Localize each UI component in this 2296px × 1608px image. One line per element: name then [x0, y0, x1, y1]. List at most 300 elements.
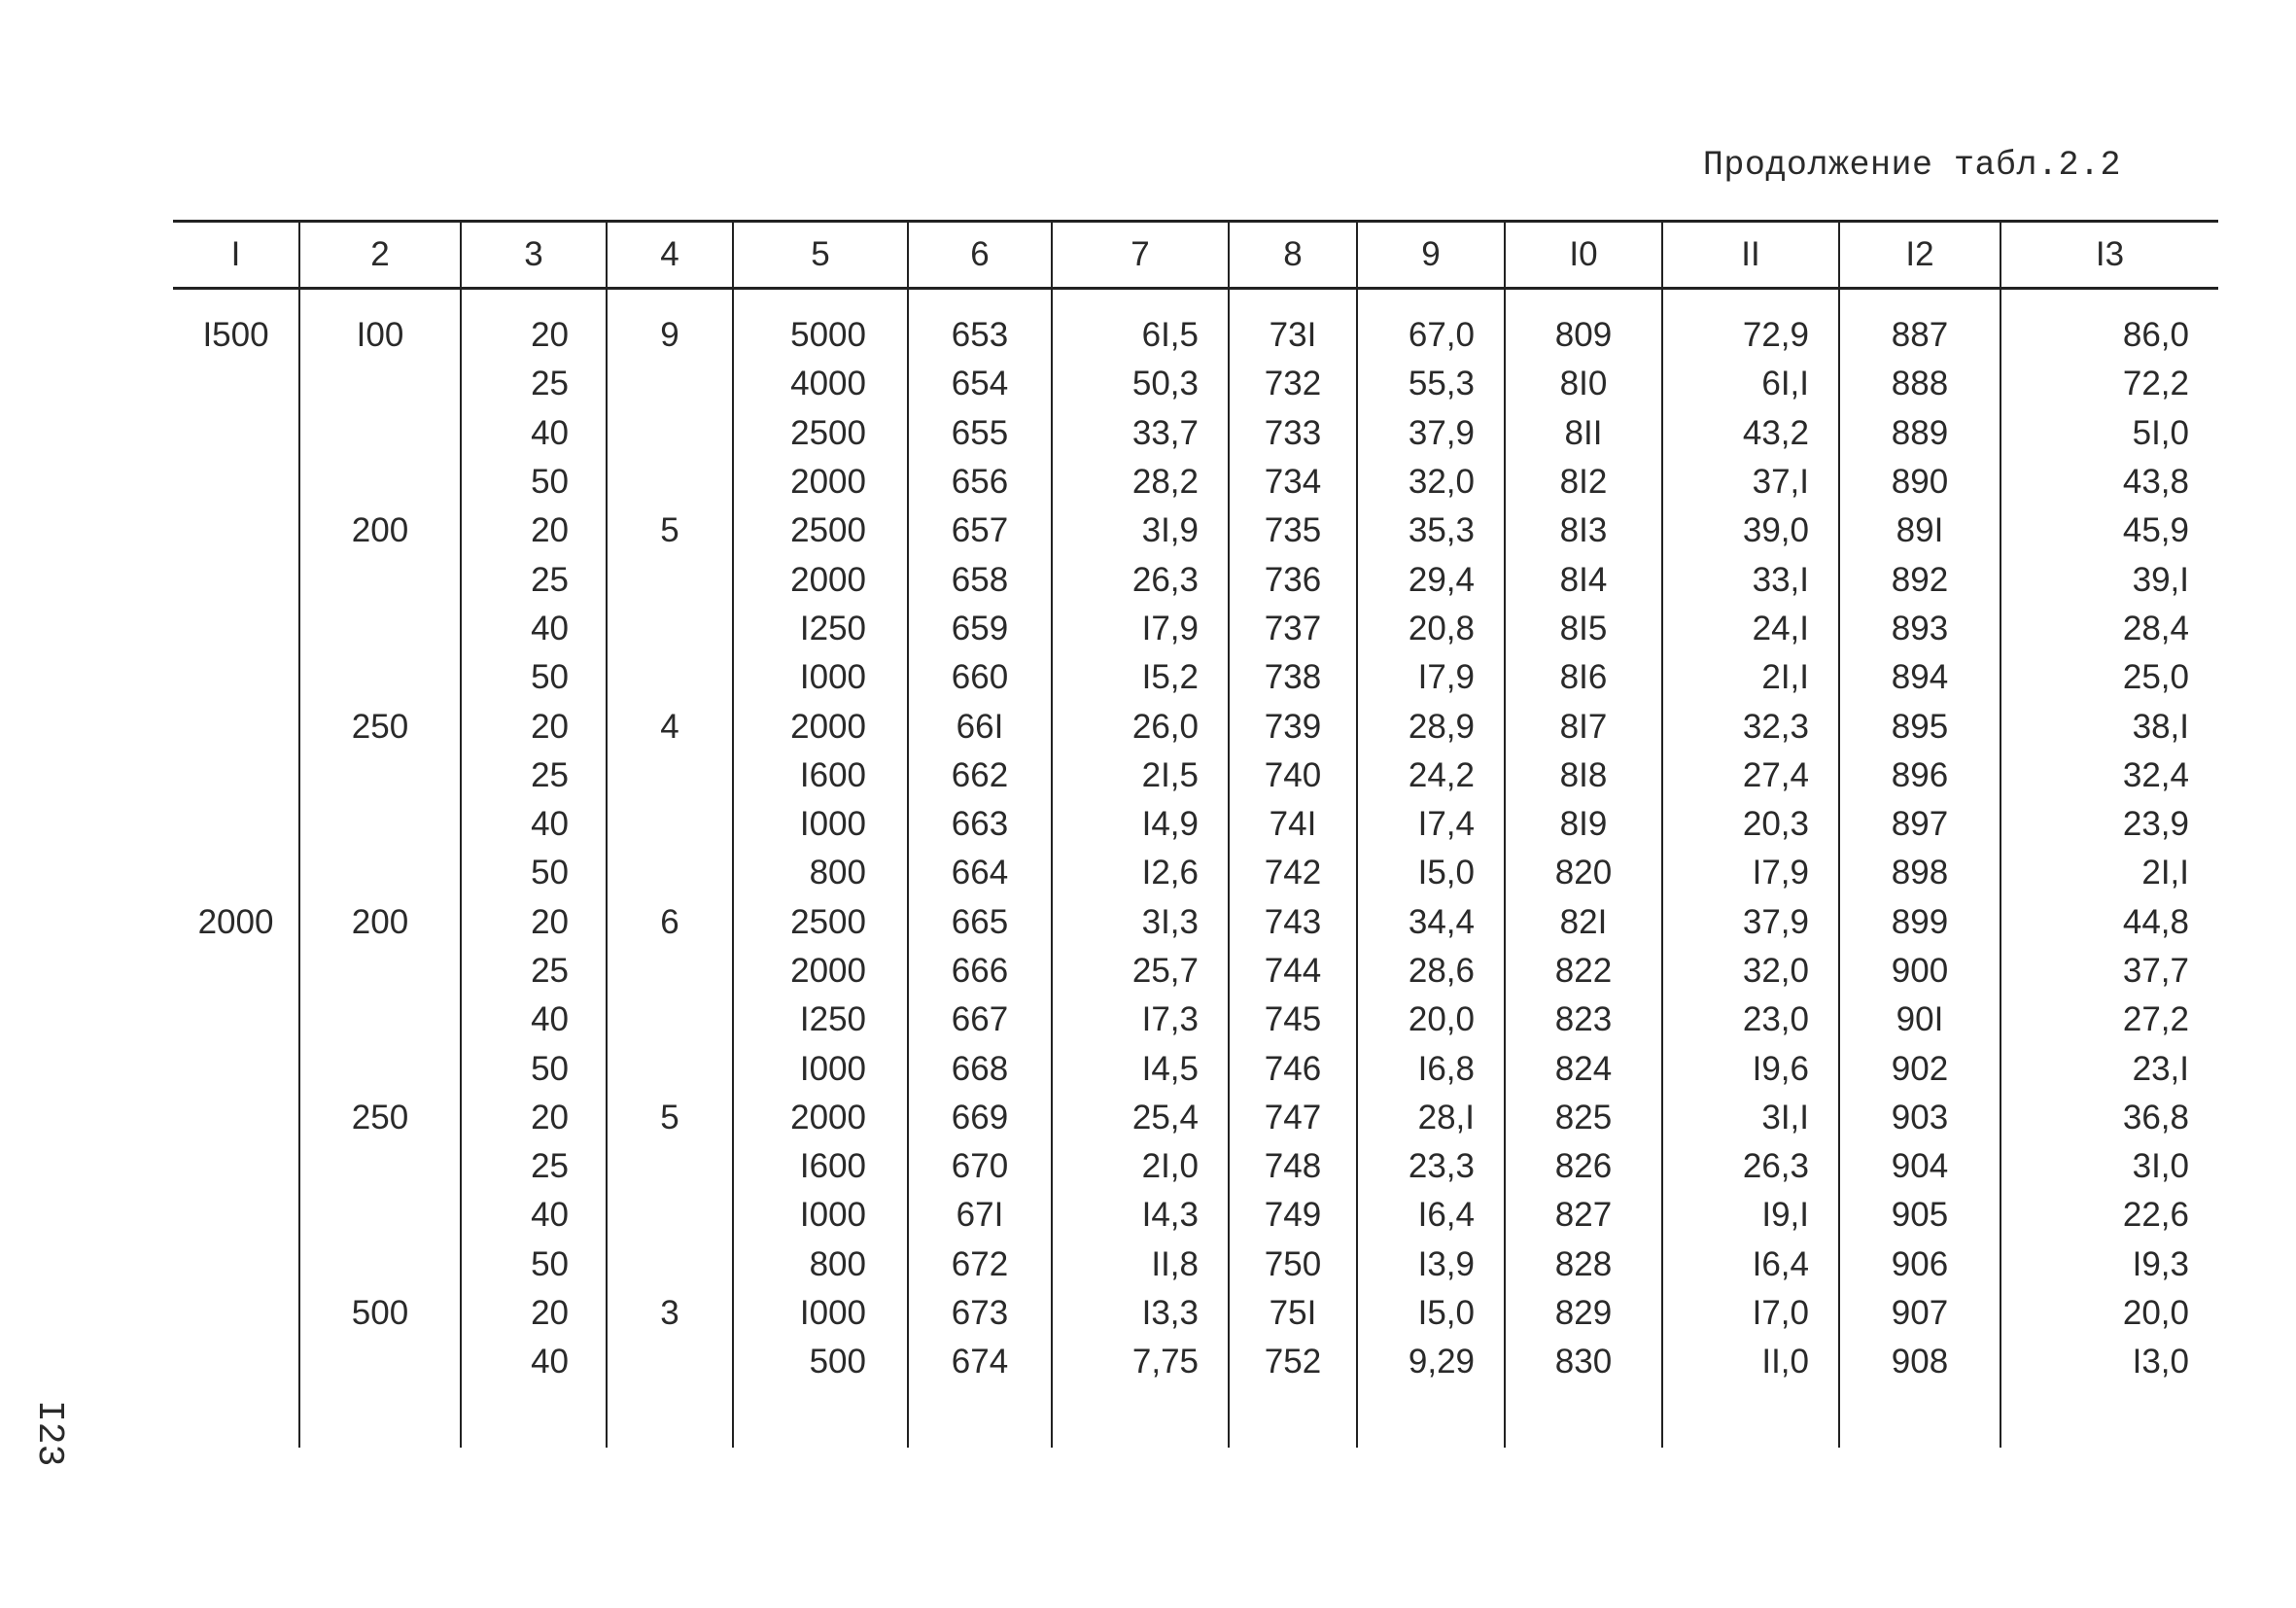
table-cell: 23,0 — [1662, 996, 1839, 1044]
table-cell — [299, 409, 461, 458]
table-cell: II,0 — [1662, 1338, 1839, 1386]
table-cell — [173, 1289, 299, 1338]
table-cell: 44,8 — [2000, 898, 2218, 947]
table-cell: 500 — [299, 1289, 461, 1338]
table-cell: 664 — [908, 849, 1052, 897]
table-cell: 23,3 — [1357, 1142, 1505, 1191]
table-cell: I7,4 — [1357, 800, 1505, 849]
tail-cell — [461, 1387, 607, 1448]
table-cell — [173, 1142, 299, 1191]
table-cell: 888 — [1839, 360, 2000, 408]
table-cell: 23,I — [2000, 1044, 2218, 1093]
table-cell: 40 — [461, 409, 607, 458]
table-cell: 200 — [299, 898, 461, 947]
table-cell: 670 — [908, 1142, 1052, 1191]
table-cell: 43,2 — [1662, 409, 1839, 458]
table-cell: 894 — [1839, 653, 2000, 702]
table-cell: 2000 — [733, 555, 908, 604]
table-cell — [299, 800, 461, 849]
spacer-cell — [908, 289, 1052, 312]
table-cell: I000 — [733, 800, 908, 849]
table-cell: 20 — [461, 1289, 607, 1338]
table-row — [173, 1338, 2218, 1386]
table-cell: 8I6 — [1505, 653, 1662, 702]
table-row — [173, 507, 2218, 555]
table-cell: 663 — [908, 800, 1052, 849]
table-cell: 8I2 — [1505, 458, 1662, 507]
table-cell: 8I4 — [1505, 555, 1662, 604]
table-cell: 893 — [1839, 605, 2000, 653]
table-cell — [173, 1044, 299, 1093]
table-cell: I7,0 — [1662, 1289, 1839, 1338]
table-cell: 3I,I — [1662, 1094, 1839, 1142]
table-cell: I000 — [733, 1191, 908, 1240]
table-cell: I4,5 — [1052, 1044, 1229, 1093]
table-cell — [607, 458, 733, 507]
table-cell — [299, 1338, 461, 1386]
table-cell — [299, 1142, 461, 1191]
column-header: 5 — [733, 222, 908, 289]
column-header: 7 — [1052, 222, 1229, 289]
table-cell: 746 — [1229, 1044, 1357, 1093]
tail-cell — [1229, 1387, 1357, 1448]
table-cell: 823 — [1505, 996, 1662, 1044]
table-cell: 660 — [908, 653, 1052, 702]
table-cell: I6,4 — [1357, 1191, 1505, 1240]
spacer-row — [173, 289, 2218, 312]
table-cell: 908 — [1839, 1338, 2000, 1386]
table-cell: 2000 — [197, 902, 274, 941]
tail-cell — [1662, 1387, 1839, 1448]
table-cell: I3,9 — [1357, 1241, 1505, 1289]
table-cell — [173, 1241, 299, 1289]
table-cell: 50 — [461, 653, 607, 702]
column-header: 6 — [908, 222, 1052, 289]
table-row — [173, 1094, 2218, 1142]
table-cell: 899 — [1839, 898, 2000, 947]
table-cell — [607, 1338, 733, 1386]
table-cell: 28,9 — [1357, 702, 1505, 751]
table-cell: 668 — [908, 1044, 1052, 1093]
table-cell: 8I8 — [1505, 752, 1662, 800]
table-cell: 745 — [1229, 996, 1357, 1044]
table-cell — [299, 849, 461, 897]
table-cell: 72,2 — [2000, 360, 2218, 408]
table-cell: 55,3 — [1357, 360, 1505, 408]
spacer-cell — [1229, 289, 1357, 312]
tail-cell — [908, 1387, 1052, 1448]
table-row — [173, 1241, 2218, 1289]
table-row — [173, 409, 2218, 458]
table-cell: 2000 — [733, 458, 908, 507]
table-cell — [607, 996, 733, 1044]
header-row — [173, 222, 2218, 289]
table-cell: 36,8 — [2000, 1094, 2218, 1142]
table-cell: 66I — [908, 702, 1052, 751]
table-cell: 896 — [1839, 752, 2000, 800]
table-cell: 67,0 — [1357, 311, 1505, 360]
table-cell: 742 — [1229, 849, 1357, 897]
table-cell: 5I,0 — [2000, 409, 2218, 458]
table-cell: 898 — [1839, 849, 2000, 897]
spacer-cell — [173, 289, 299, 312]
table-cell: 654 — [908, 360, 1052, 408]
table-cell: 75I — [1229, 1289, 1357, 1338]
table-cell: 250 — [299, 702, 461, 751]
table-cell: 748 — [1229, 1142, 1357, 1191]
table-cell — [299, 605, 461, 653]
column-header: I — [173, 222, 299, 289]
table-cell: 733 — [1229, 409, 1357, 458]
table-row — [173, 898, 2218, 947]
table-cell — [607, 1241, 733, 1289]
table-cell: 825 — [1505, 1094, 1662, 1142]
table-cell: 29,4 — [1357, 555, 1505, 604]
table-cell: II,8 — [1052, 1241, 1229, 1289]
table-cell — [173, 458, 299, 507]
tail-cell — [607, 1387, 733, 1448]
table-cell: I600 — [733, 752, 908, 800]
table-cell: I4,3 — [1052, 1191, 1229, 1240]
table-cell: I4,9 — [1052, 800, 1229, 849]
table-cell: 45,9 — [2000, 507, 2218, 555]
table-cell: 890 — [1839, 458, 2000, 507]
table-cell: 24,2 — [1357, 752, 1505, 800]
table-cell — [607, 947, 733, 996]
table-cell — [607, 360, 733, 408]
table-cell: I7,9 — [1357, 653, 1505, 702]
column-header: I0 — [1505, 222, 1662, 289]
column-header: II — [1662, 222, 1839, 289]
table-cell — [173, 947, 299, 996]
table-cell: I250 — [733, 996, 908, 1044]
spacer-cell — [1839, 289, 2000, 312]
table-cell: 734 — [1229, 458, 1357, 507]
table-row — [173, 849, 2218, 897]
table-cell — [299, 653, 461, 702]
table-cell: 500 — [733, 1338, 908, 1386]
table-cell: 20 — [461, 507, 607, 555]
table-cell: I500 — [202, 316, 269, 355]
table-cell: 72,9 — [1662, 311, 1839, 360]
table-cell: 659 — [908, 605, 1052, 653]
tail-cell — [733, 1387, 908, 1448]
table-cell: 20 — [461, 1094, 607, 1142]
table-cell: 822 — [1505, 947, 1662, 996]
table-cell: 904 — [1839, 1142, 2000, 1191]
table-cell: 20,3 — [1662, 800, 1839, 849]
table-cell: I5,0 — [1357, 849, 1505, 897]
tail-cell — [1357, 1387, 1505, 1448]
table-cell: 828 — [1505, 1241, 1662, 1289]
table-cell: 8I9 — [1505, 800, 1662, 849]
table-cell: 7,75 — [1052, 1338, 1229, 1386]
table-cell: 39,0 — [1662, 507, 1839, 555]
spacer-cell — [733, 289, 908, 312]
table-cell: 2I,0 — [1052, 1142, 1229, 1191]
table-cell — [607, 752, 733, 800]
table-cell: 90I — [1839, 996, 2000, 1044]
table-cell: 89I — [1839, 507, 2000, 555]
table-cell: 22,6 — [2000, 1191, 2218, 1240]
table-cell: 74I — [1229, 800, 1357, 849]
column-header: 9 — [1357, 222, 1505, 289]
table-cell: 666 — [908, 947, 1052, 996]
table-cell — [299, 947, 461, 996]
table-cell: 28,4 — [2000, 605, 2218, 653]
table-row — [173, 311, 2218, 360]
table-cell — [173, 409, 299, 458]
table-cell: 744 — [1229, 947, 1357, 996]
table-cell: 887 — [1839, 311, 2000, 360]
tail-cell — [173, 1387, 299, 1448]
table-cell: 895 — [1839, 702, 2000, 751]
table-cell: 8I7 — [1505, 702, 1662, 751]
table-cell: 20,8 — [1357, 605, 1505, 653]
table-cell: 50 — [461, 1241, 607, 1289]
table-cell: 827 — [1505, 1191, 1662, 1240]
table-cell: I7,3 — [1052, 996, 1229, 1044]
table-cell: I7,9 — [1052, 605, 1229, 653]
table-cell: 2000 — [733, 1094, 908, 1142]
table-cell — [607, 653, 733, 702]
table-cell: 40 — [461, 1338, 607, 1386]
table-cell: 8II — [1505, 409, 1662, 458]
table-cell: 800 — [733, 849, 908, 897]
table-row — [173, 605, 2218, 653]
table-cell: 820 — [1505, 849, 1662, 897]
table-cell — [173, 360, 299, 408]
table-cell: 892 — [1839, 555, 2000, 604]
table-cell: 737 — [1229, 605, 1357, 653]
table-cell: 750 — [1229, 1241, 1357, 1289]
spacer-cell — [461, 289, 607, 312]
tail-cell — [299, 1387, 461, 1448]
page-number: I23 — [28, 1400, 70, 1467]
table-cell: 740 — [1229, 752, 1357, 800]
table-cell: 5000 — [733, 311, 908, 360]
table-cell — [607, 605, 733, 653]
table-cell: I250 — [733, 605, 908, 653]
table-cell: 743 — [1229, 898, 1357, 947]
table-cell: 2500 — [733, 898, 908, 947]
table-cell: 50 — [461, 458, 607, 507]
tail-cell — [2000, 1387, 2218, 1448]
table-cell: 27,4 — [1662, 752, 1839, 800]
table-cell: 32,0 — [1357, 458, 1505, 507]
table-cell — [299, 1044, 461, 1093]
table-cell: 86,0 — [2000, 311, 2218, 360]
column-header: I2 — [1839, 222, 2000, 289]
table-cell: 900 — [1839, 947, 2000, 996]
table-cell: 50 — [461, 849, 607, 897]
table-cell: 2I,I — [2000, 849, 2218, 897]
table-cell — [607, 409, 733, 458]
table-body — [173, 289, 2218, 1448]
table-cell — [607, 800, 733, 849]
table-cell — [299, 1241, 461, 1289]
table-cell: 824 — [1505, 1044, 1662, 1093]
table-cell: 25,0 — [2000, 653, 2218, 702]
table-cell: I3,0 — [2000, 1338, 2218, 1386]
table-cell: 906 — [1839, 1241, 2000, 1289]
table-cell: 4000 — [733, 360, 908, 408]
table-cell: 738 — [1229, 653, 1357, 702]
table-cell: 26,0 — [1052, 702, 1229, 751]
table-cell: I9,6 — [1662, 1044, 1839, 1093]
table-cell: 24,I — [1662, 605, 1839, 653]
tail-cell — [1839, 1387, 2000, 1448]
column-header: 2 — [299, 222, 461, 289]
table-cell — [299, 360, 461, 408]
table-cell: 829 — [1505, 1289, 1662, 1338]
table-row — [173, 1142, 2218, 1191]
table-row — [173, 653, 2218, 702]
table-cell: 33,I — [1662, 555, 1839, 604]
table-cell: 4 — [607, 702, 733, 751]
table-cell: 809 — [1505, 311, 1662, 360]
table-cell — [173, 555, 299, 604]
table-cell — [173, 605, 299, 653]
spacer-cell — [299, 289, 461, 312]
table-cell: 673 — [908, 1289, 1052, 1338]
table-cell: 9,29 — [1357, 1338, 1505, 1386]
table-cell: 25,4 — [1052, 1094, 1229, 1142]
table-cell: 37,7 — [2000, 947, 2218, 996]
table-cell: 40 — [461, 996, 607, 1044]
table-cell: 658 — [908, 555, 1052, 604]
table-cell: 732 — [1229, 360, 1357, 408]
table-cell: 6I,I — [1662, 360, 1839, 408]
table-cell — [299, 458, 461, 507]
table-cell: 20,0 — [2000, 1289, 2218, 1338]
table-cell: 32,3 — [1662, 702, 1839, 751]
table-row — [173, 458, 2218, 507]
table-cell: I000 — [733, 653, 908, 702]
table-row — [173, 1191, 2218, 1240]
table-cell: 662 — [908, 752, 1052, 800]
table-cell: 665 — [908, 898, 1052, 947]
table-cell: 43,8 — [2000, 458, 2218, 507]
column-header: I3 — [2000, 222, 2218, 289]
table-cell: 25 — [461, 752, 607, 800]
table-cell: I6,8 — [1357, 1044, 1505, 1093]
table-cell — [299, 752, 461, 800]
spacer-cell — [1357, 289, 1505, 312]
column-header: 8 — [1229, 222, 1357, 289]
table-cell: 826 — [1505, 1142, 1662, 1191]
table-cell — [173, 507, 299, 555]
table-cell: 8I5 — [1505, 605, 1662, 653]
table-cell: 37,9 — [1662, 898, 1839, 947]
table-cell — [173, 653, 299, 702]
table-cell: 8I3 — [1505, 507, 1662, 555]
table-cell: I5,0 — [1357, 1289, 1505, 1338]
table-cell: 33,7 — [1052, 409, 1229, 458]
table-cell: 656 — [908, 458, 1052, 507]
table-cell: 5 — [607, 1094, 733, 1142]
table-cell: 37,I — [1662, 458, 1839, 507]
table-cell: 655 — [908, 409, 1052, 458]
table-row — [173, 702, 2218, 751]
spacer-cell — [1505, 289, 1662, 312]
table-cell: 250 — [299, 1094, 461, 1142]
table-cell: 28,6 — [1357, 947, 1505, 996]
table-cell: I2,6 — [1052, 849, 1229, 897]
table-cell: 800 — [733, 1241, 908, 1289]
table-cell: 20 — [461, 311, 607, 360]
table-cell: 20,0 — [1357, 996, 1505, 1044]
spacer-cell — [1052, 289, 1229, 312]
table-cell: 907 — [1839, 1289, 2000, 1338]
table-cell: 26,3 — [1052, 555, 1229, 604]
table-cell: 3I,3 — [1052, 898, 1229, 947]
table-row — [173, 752, 2218, 800]
table-cell — [173, 849, 299, 897]
table-row — [173, 360, 2218, 408]
table-cell: 752 — [1229, 1338, 1357, 1386]
table-cell: 37,9 — [1357, 409, 1505, 458]
table-cell: 739 — [1229, 702, 1357, 751]
tail-cell — [1505, 1387, 1662, 1448]
table-cell — [299, 1191, 461, 1240]
table-cell: 25 — [461, 360, 607, 408]
table-cell: 27,2 — [2000, 996, 2218, 1044]
table-cell: 749 — [1229, 1191, 1357, 1240]
table-cell: I3,3 — [1052, 1289, 1229, 1338]
table-cell — [173, 996, 299, 1044]
table-row — [173, 555, 2218, 604]
table-cell — [173, 1094, 299, 1142]
table-cell — [607, 555, 733, 604]
table-cell: 2I,I — [1662, 653, 1839, 702]
spacer-cell — [2000, 289, 2218, 312]
table-cell: 25 — [461, 1142, 607, 1191]
table-cell: 2500 — [733, 409, 908, 458]
table-cell: 38,I — [2000, 702, 2218, 751]
table-row — [173, 1289, 2218, 1338]
table-cell: I000 — [733, 1044, 908, 1093]
table-cell: I600 — [733, 1142, 908, 1191]
table-cell: 897 — [1839, 800, 2000, 849]
table-cell: 5 — [607, 507, 733, 555]
table-continuation-caption: Продолжение табл.2.2 — [1702, 146, 2121, 185]
spacer-cell — [607, 289, 733, 312]
table-cell: 40 — [461, 800, 607, 849]
table-cell: 67I — [908, 1191, 1052, 1240]
table-cell — [299, 996, 461, 1044]
table-cell: 736 — [1229, 555, 1357, 604]
table-cell: 2000 — [733, 947, 908, 996]
column-header: 3 — [461, 222, 607, 289]
table-cell: 6I,5 — [1052, 311, 1229, 360]
table-cell: 28,I — [1357, 1094, 1505, 1142]
table-cell: 32,4 — [2000, 752, 2218, 800]
table-cell — [173, 800, 299, 849]
table-cell: 672 — [908, 1241, 1052, 1289]
table-cell: I7,9 — [1662, 849, 1839, 897]
column-header: 4 — [607, 222, 733, 289]
table-cell: 902 — [1839, 1044, 2000, 1093]
table-cell: 200 — [299, 507, 461, 555]
table-cell — [607, 1044, 733, 1093]
table-cell: 3 — [607, 1289, 733, 1338]
table-cell: 735 — [1229, 507, 1357, 555]
table-cell: 6 — [607, 898, 733, 947]
table-cell — [173, 702, 299, 751]
table-cell: 9 — [607, 311, 733, 360]
table-cell: 3I,9 — [1052, 507, 1229, 555]
